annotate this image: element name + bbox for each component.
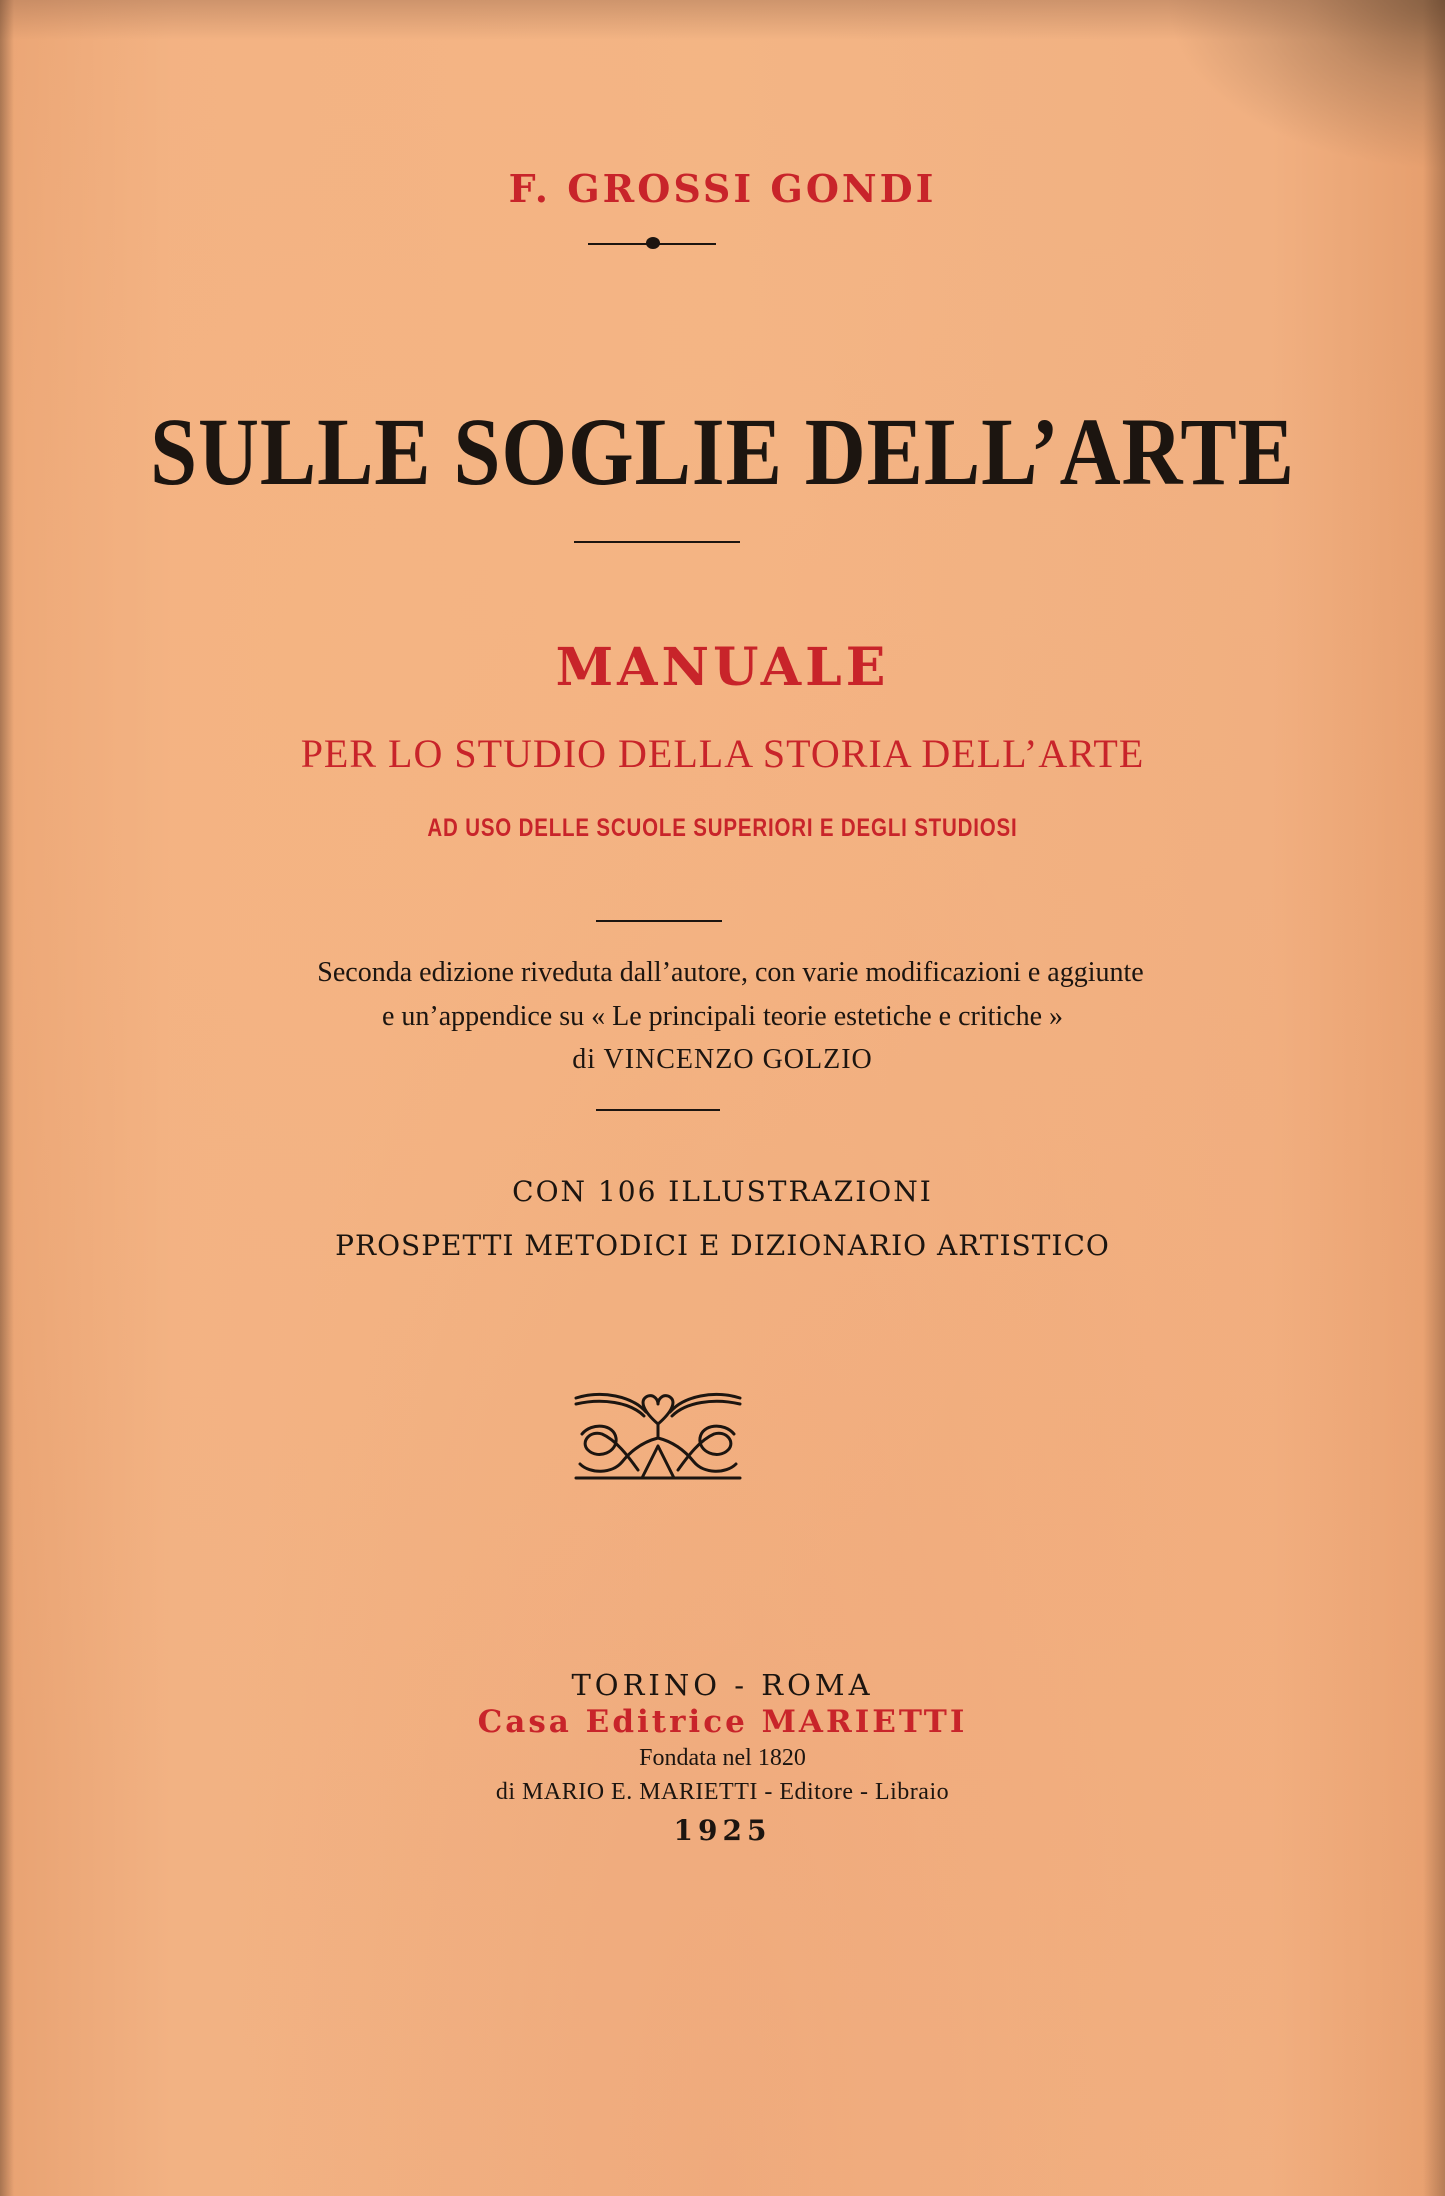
manuale-heading: MANUALE — [555, 637, 890, 698]
subtitle-line-2: AD USO DELLE SCUOLE SUPERIORI E DEGLI STUDIOSI — [427, 814, 1018, 842]
subtitle-line-1: PER LO STUDIO DELLA STORIA DELL’ARTE — [300, 731, 1145, 776]
edition-line-2: e un’appendice su « Le principali teorie estetiche e critiche » — [381, 1001, 1064, 1032]
edition-line-1: Seconda edizione riveduta dall’autore, con varie modificazioni e aggiunte — [317, 957, 1144, 988]
paper-edge-left — [0, 0, 14, 2196]
edition-line-3: di VINCENZO GOLZIO — [572, 1044, 873, 1075]
illustrations-line-1: CON 106 ILLUSTRAZIONI — [512, 1175, 933, 1208]
ornament-icon — [572, 1390, 744, 1482]
founded-line: Fondata nel 1820 — [639, 1745, 806, 1771]
illustrations-line-2: PROSPETTI METODICI E DIZIONARIO ARTISTICO — [335, 1229, 1110, 1262]
publication-year: 1925 — [673, 1814, 772, 1847]
publisher-full-line: di MARIO E. MARIETTI - Editore - Libraio — [495, 1779, 950, 1805]
publisher-name: Casa Editrice MARIETTI — [477, 1704, 968, 1740]
paper-wear-corner — [1165, 0, 1445, 170]
section-rule-2 — [596, 1109, 720, 1111]
city-line: TORINO - ROMA — [571, 1668, 874, 1702]
title-rule — [574, 541, 740, 543]
book-title: SULLE SOGLIE DELL’ARTE — [150, 398, 1295, 505]
author-name: F. GROSSI GONDI — [508, 166, 937, 211]
paper-edge-right — [1423, 0, 1445, 2196]
divider-dot-icon — [646, 237, 660, 249]
section-rule-1 — [596, 920, 722, 922]
